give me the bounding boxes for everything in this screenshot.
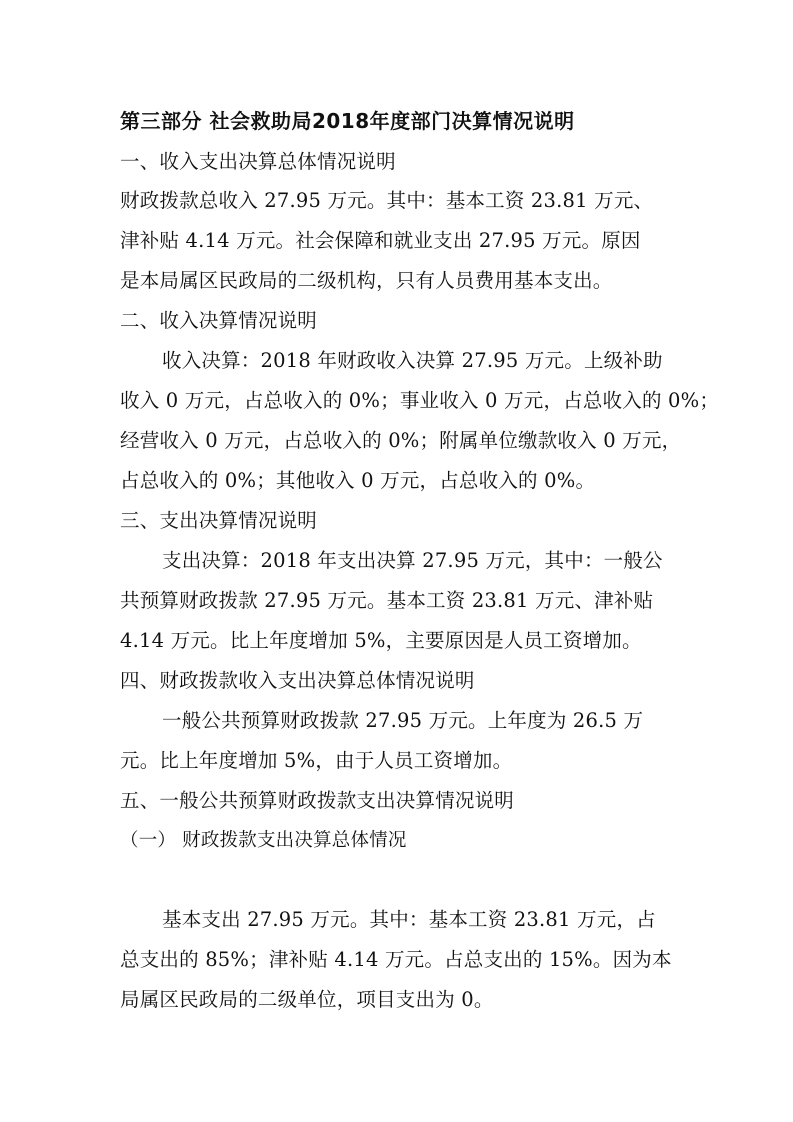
section-5-line-1: 基本支出 27.95 万元。其中：基本工资 23.81 万元，占 [162,908,656,931]
section-1-line-3: 是本局属区民政局的二级机构，只有人员费用基本支出。 [120,269,613,292]
section-3-line-2: 共预算财政拨款 27.95 万元。基本工资 23.81 万元、津补贴 [120,589,654,612]
section-2-line-1: 收入决算：2018 年财政收入决算 27.95 万元。上级补助 [162,349,663,372]
section-2-heading: 二、收入决算情况说明 [120,309,318,332]
section-5-heading: 五、一般公共预算财政拨款支出决算情况说明 [120,789,515,812]
section-2-line-4: 占总收入的 0%；其他收入 0 万元，占总收入的 0%。 [120,469,596,492]
section-1-line-1: 财政拨款总收入 27.95 万元。其中：基本工资 23.81 万元、 [120,189,654,212]
section-1-heading: 一、收入支出决算总体情况说明 [120,150,396,173]
document-title: 第三部分 社会救助局2018年度部门决算情况说明 [120,109,575,133]
section-5-line-2: 总支出的 85%；津补贴 4.14 万元。占总支出的 15%。因为本 [120,948,672,971]
section-4-line-2: 元。比上年度增加 5%，由于人员工资增加。 [120,749,513,772]
section-2-line-3: 经营收入 0 万元，占总收入的 0%；附属单位缴款收入 0 万元， [120,429,682,452]
section-1-line-2: 津补贴 4.14 万元。社会保障和就业支出 27.95 万元。原因 [120,229,641,252]
section-5-subheading: （一） 财政拨款支出决算总体情况 [120,830,407,851]
section-5-line-3: 局属区民政局的二级单位，项目支出为 0。 [120,988,494,1011]
section-3-line-3: 4.14 万元。比上年度增加 5%，主要原因是人员工资增加。 [120,629,642,652]
section-4-heading: 四、财政拨款收入支出决算总体情况说明 [120,669,475,692]
section-2-line-2: 收入 0 万元，占总收入的 0%；事业收入 0 万元，占总收入的 0%； [120,389,720,412]
section-4-line-1: 一般公共预算财政拨款 27.95 万元。上年度为 26.5 万 [162,709,644,732]
section-3-line-1: 支出决算：2018 年支出决算 27.95 万元，其中：一般公 [162,549,663,572]
section-3-heading: 三、支出决算情况说明 [120,509,318,532]
